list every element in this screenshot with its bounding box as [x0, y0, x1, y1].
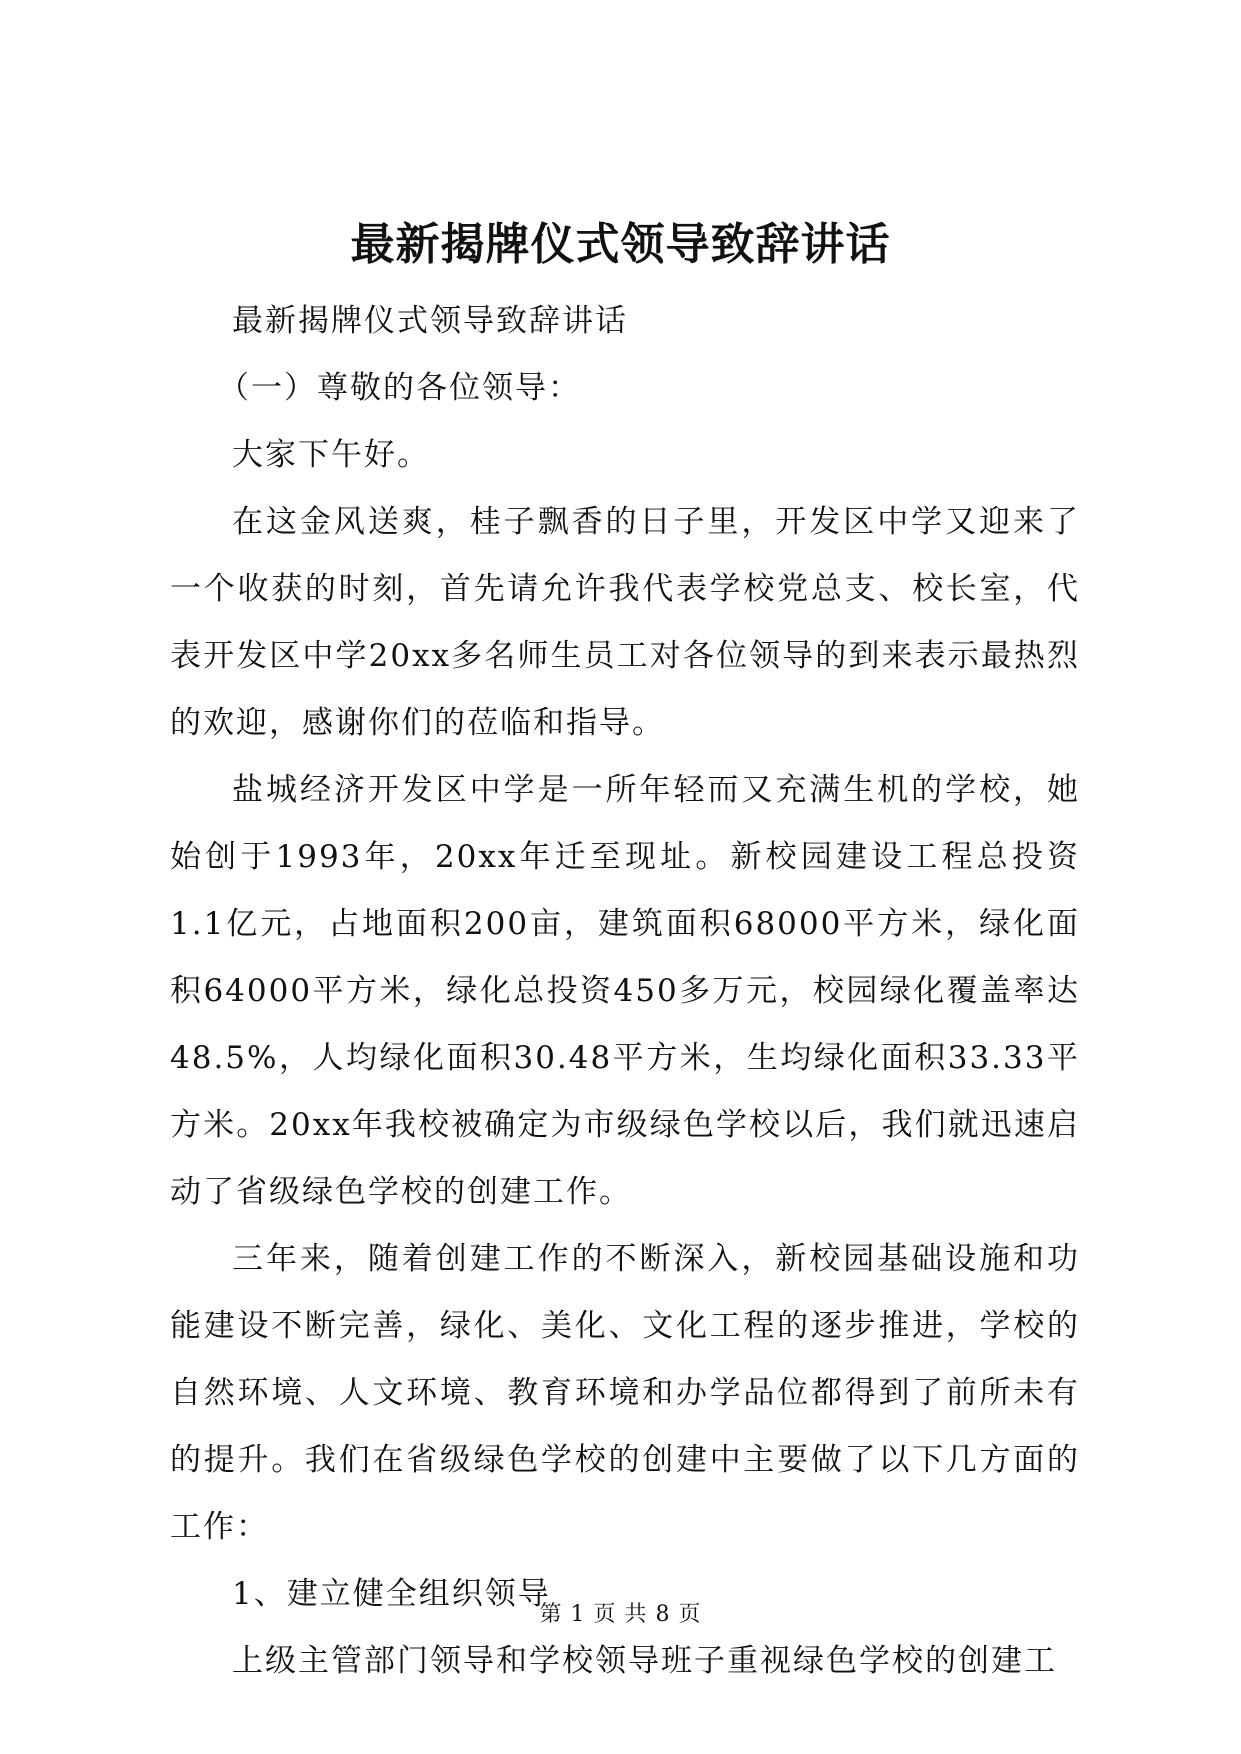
paragraph-salutation: （一）尊敬的各位领导：: [218, 370, 581, 406]
paragraph-progress: 三年来，随着创建工作的不断深入，新校园基础设施和功能建设不断完善，绿化、美化、文化工程的逐步推进，学校的自然环境、人文环境、教育环境和办学品位都得到了前所未有的提升。我们在省级绿色学校的创建中主要做了以下几方面的工作：: [170, 1241, 1080, 1545]
document-title: 最新揭牌仪式领导致辞讲话: [350, 219, 891, 270]
paragraph-greeting: 大家下午好。: [232, 437, 430, 473]
paragraph-subtitle: 最新揭牌仪式领导致辞讲话: [232, 303, 628, 339]
paragraph-leadership: 上级主管部门领导和学校领导班子重视绿色学校的创建工: [232, 1643, 1057, 1679]
paragraph-welcome: 在这金风送爽，桂子飘香的日子里，开发区中学又迎来了一个收获的时刻，首先请允许我代表学校党总支、校长室，代表开发区中学20xx多名师生员工对各位领导的到来表示最热烈的欢迎，感谢你们的莅临和指导。: [170, 504, 1080, 741]
document-body: [170, 288, 1080, 1695]
paragraph-section-heading: 1、建立健全组织领导: [232, 1576, 551, 1612]
page-footer: 第 1 页 共 8 页: [539, 1602, 702, 1627]
paragraph-school-intro: 盐城经济开发区中学是一所年轻而又充满生机的学校，她始创于1993年，20xx年迁至现址。新校园建设工程总投资1.1亿元，占地面积200亩，建筑面积68000平方米，绿化面积64000平方米，绿化总投资450多万元，校园绿化覆盖率达48.5%，人均绿化面积30.48平方米，生均绿化面积33.33平方米。20xx年我校被确定为市级绿色学校以后，我们就迅速启动了省级绿色学校的创建工作。: [170, 772, 1080, 1210]
